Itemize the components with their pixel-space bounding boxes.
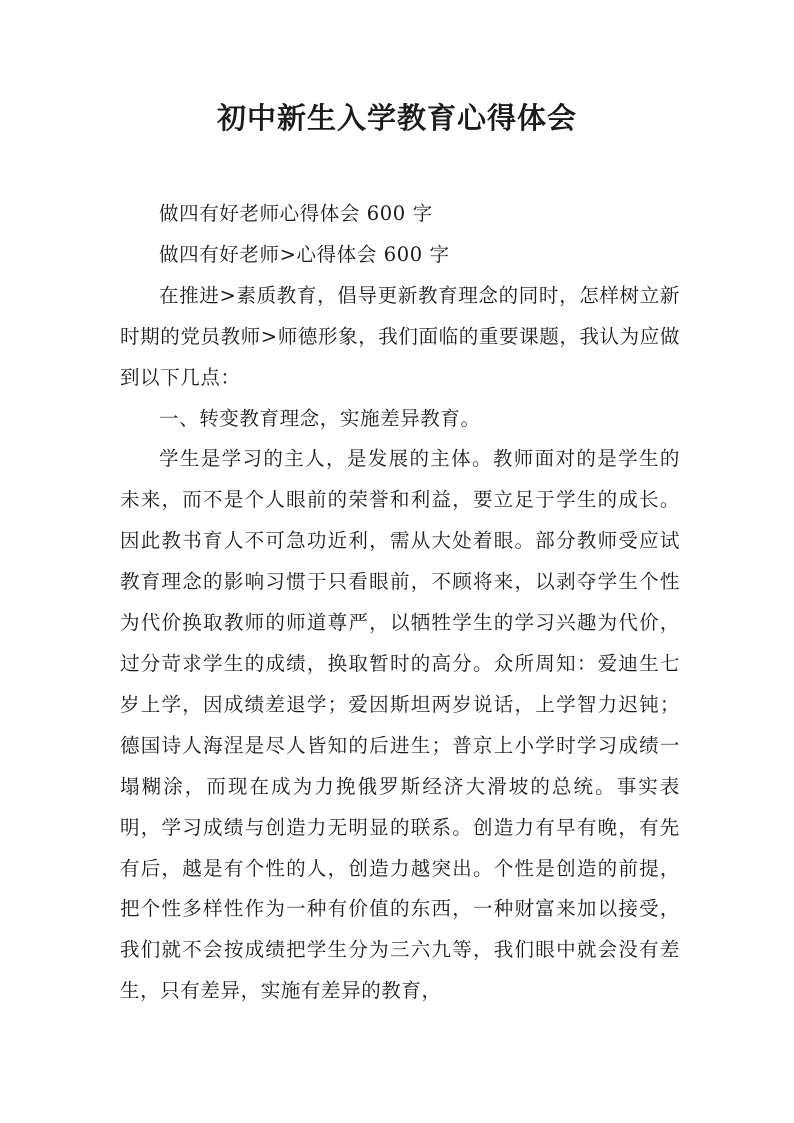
document-body [120, 194, 680, 1012]
paragraph-subtitle-2: 做四有好老师>心得体会 600 字 [159, 242, 450, 266]
document-title: 初中新生入学教育心得体会 [216, 101, 577, 135]
paragraph-intro: 在推进>素质教育，倡导更新教育理念的同时，怎样树立新时期的党员教师>师德形象，我们面临的重要课题，我认为应做到以下几点： [120, 283, 680, 389]
section-heading-1: 一、转变教育理念，实施差异教育。 [159, 406, 481, 430]
paragraph-body-1: 学生是学习的主人，是发展的主体。教师面对的是学生的未来，而不是个人眼前的荣誉和利益，要立足于学生的成长。因此教书育人不可急功近利，需从大处着眼。部分教师受应试教育理念的影响习惯于只看眼前，不顾将来，以剥夺学生个性为代价换取教师的师道尊严，以牺牲学生的学习兴趣为代价，过分苛求学生的成绩，换取暂时的高分。众所周知：爱迪生七岁上学，因成绩差退学；爱因斯坦两岁说话，上学智力迟钝；德国诗人海涅是尽人皆知的后进生；普京上小学时学习成绩一塌糊涂，而现在成为力挽俄罗斯经济大滑坡的总统。事实表明，学习成绩与创造力无明显的联系。创造力有早有晚，有先有后，越是有个性的人，创造力越突出。个性是创造的前提，把个性多样性作为一种有价值的东西，一种财富来加以接受，我们就不会按成绩把学生分为三六九等，我们眼中就会没有差生，只有差异，实施有差异的教育， [120, 447, 680, 1003]
paragraph-subtitle-1: 做四有好老师心得体会 600 字 [159, 202, 433, 225]
